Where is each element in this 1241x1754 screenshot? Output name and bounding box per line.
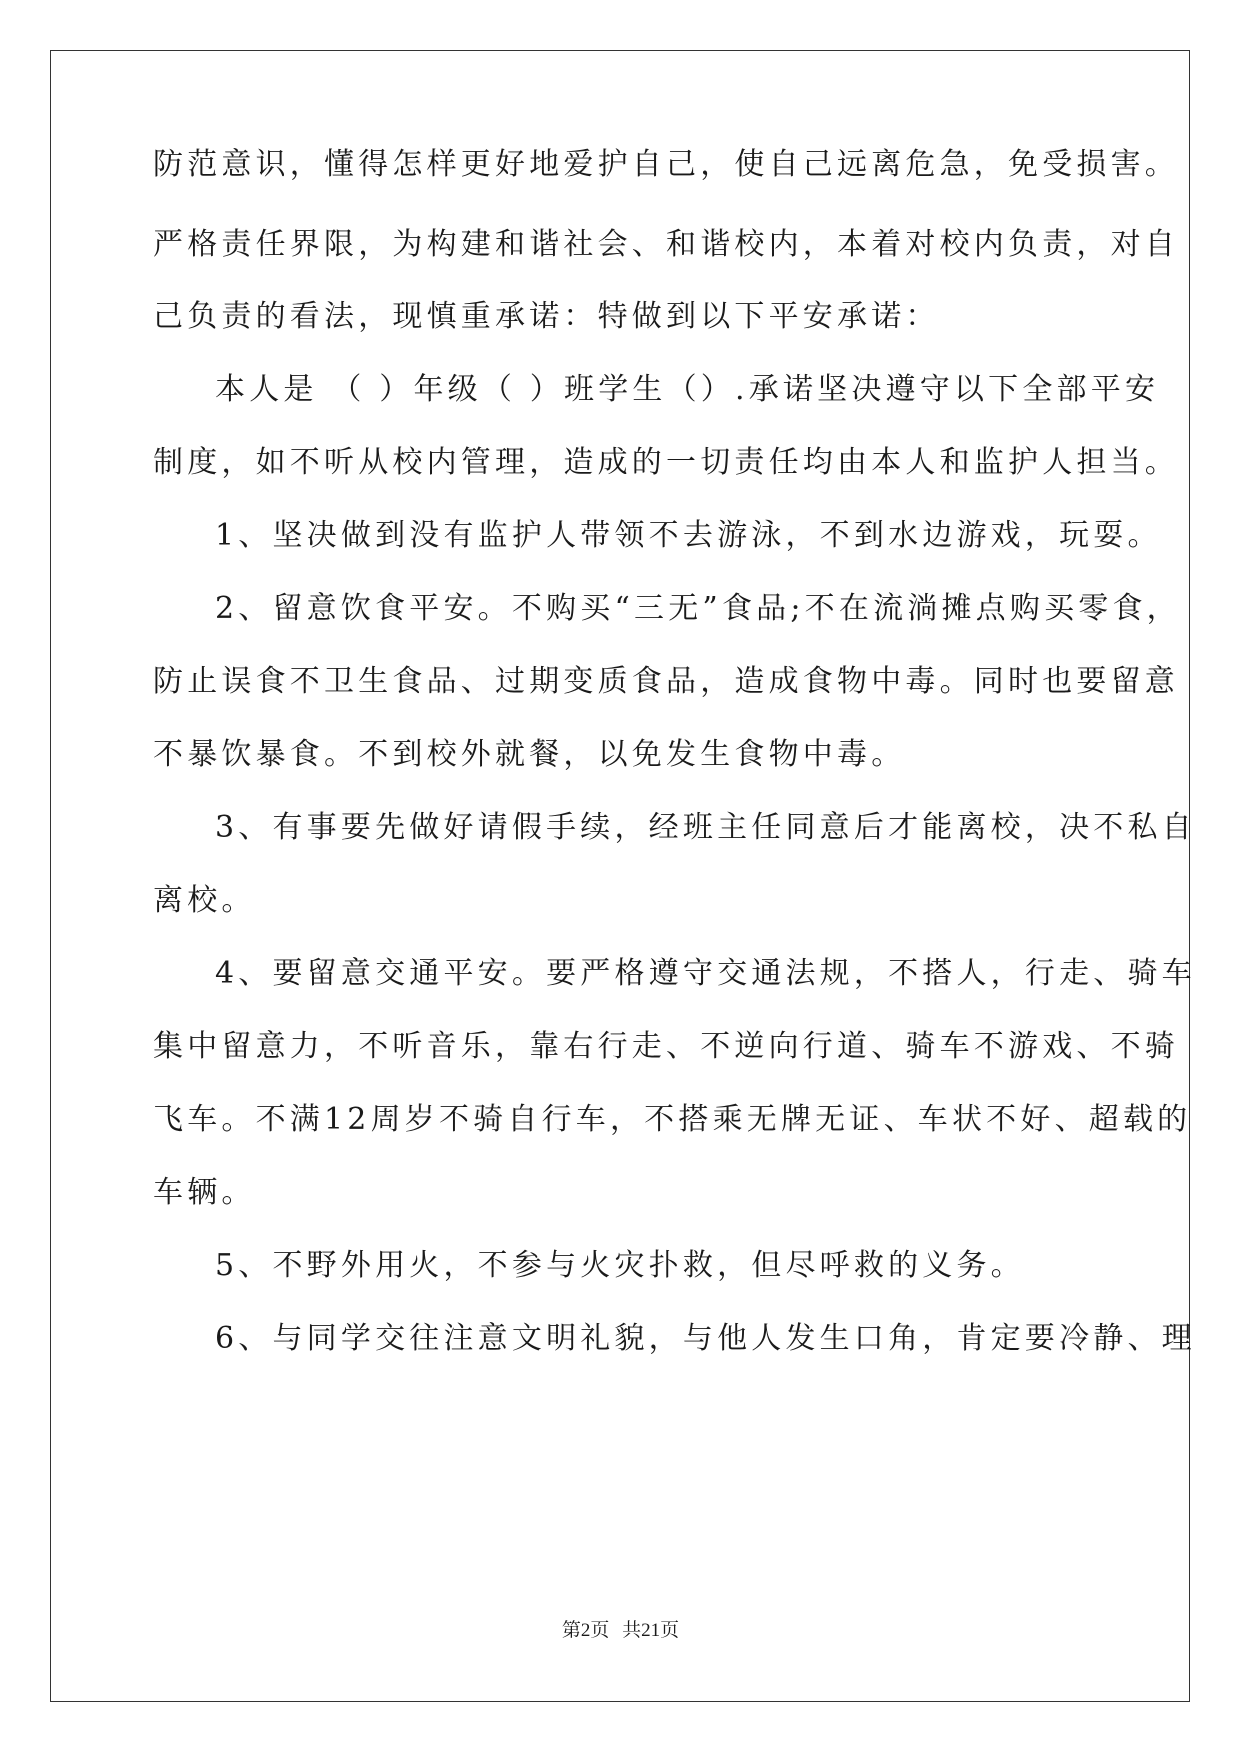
total-pages: 共21页 [622,1620,680,1641]
list-item: 3、有事要先做好请假手续，经班主任同意后才能离校，决不私自 [215,810,1196,845]
text-line: 防范意识，懂得怎样更好地爱护自己，使自己远离危急，免受损害。 [153,147,1179,182]
list-item: 6、与同学交往注意文明礼貌，与他人发生口角，肯定要冷静、理 [215,1321,1196,1356]
page-number: 第2页 [561,1620,610,1641]
page-footer [0,1615,1241,1642]
list-item: 1、坚决做到没有监护人带领不去游泳，不到水边游戏，玩耍。 [215,518,1162,553]
text-line: 严格责任界限，为构建和谐社会、和谐校内，本着对校内负责，对自 [153,227,1179,262]
text-line: 车辆。 [153,1175,256,1210]
text-line: 防止误食不卫生食品、过期变质食品，造成食物中毒。同时也要留意 [153,664,1179,699]
text-line: 离校。 [153,883,256,918]
list-item: 2、留意饮食平安。不购买“三无”食品;不在流淌摊点购买零食， [215,591,1181,626]
text-line: 不暴饮暴食。不到校外就餐，以免发生食物中毒。 [153,737,906,772]
text-line: 制度，如不听从校内管理，造成的一切责任均由本人和监护人担当。 [153,445,1179,480]
text-line: 己负责的看法，现慎重承诺：特做到以下平安承诺： [153,299,940,334]
text-line: 飞车。不满12周岁不骑自行车，不搭乘无牌无证、车状不好、超载的 [153,1102,1192,1137]
list-item: 4、要留意交通平安。要严格遵守交通法规，不搭人，行走、骑车 [215,956,1196,991]
list-item: 5、不野外用火，不参与火灾扑救，但尽呼救的义务。 [215,1248,1025,1283]
text-line: 集中留意力，不听音乐，靠右行走、不逆向行道、骑车不游戏、不骑 [153,1029,1179,1064]
text-line: 本人是 （ ）年级（ ）班学生（）.承诺坚决遵守以下全部平安 [215,372,1160,407]
